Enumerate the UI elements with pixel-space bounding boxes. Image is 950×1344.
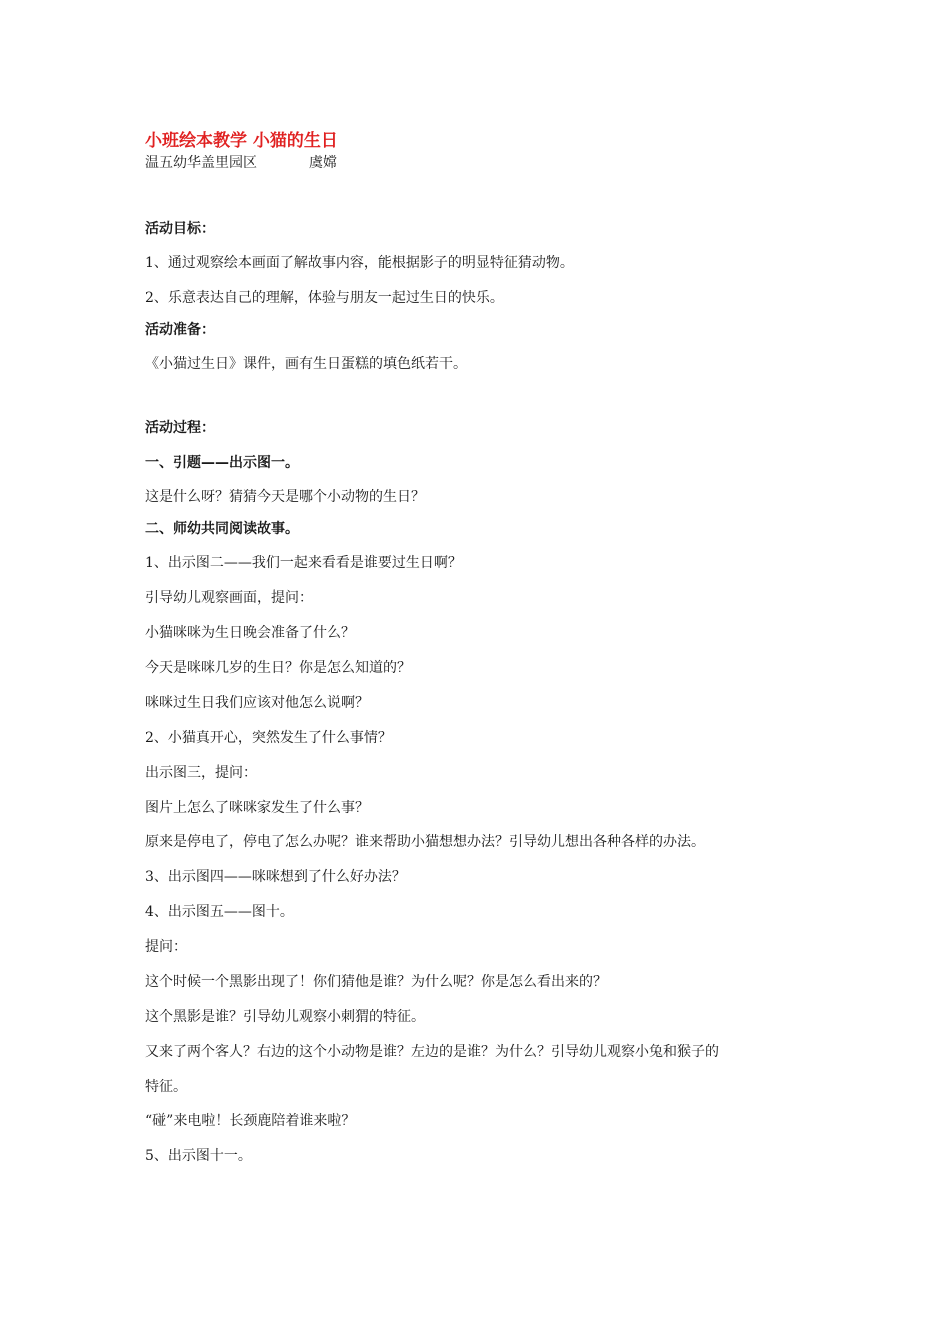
- paragraph-line: “碰”来电啦！长颈鹿陪着谁来啦？: [145, 1113, 356, 1129]
- paragraph-line: 这个时候一个黑影出现了！你们猜他是谁？为什么呢？你是怎么看出来的？: [145, 974, 607, 990]
- paragraph-line: 出示图三，提问：: [145, 765, 257, 781]
- paragraph-line: 特征。: [145, 1079, 187, 1095]
- section-2-heading: 二、师幼共同阅读故事。: [145, 521, 299, 537]
- author-name: 虞嫦: [309, 155, 337, 171]
- paragraph-line: 图片上怎么了咪咪家发生了什么事？: [145, 800, 369, 816]
- paragraph-line: 咪咪过生日我们应该对他怎么说啊？: [145, 695, 369, 711]
- paragraph-line: 小猫咪咪为生日晚会准备了什么？: [145, 625, 355, 641]
- heading-preparation: 活动准备：: [145, 322, 215, 338]
- paragraph-line: 原来是停电了，停电了怎么办呢？谁来帮助小猫想想办法？引导幼儿想出各种各样的办法。: [145, 834, 705, 850]
- goal-item-1: 1、通过观察绘本画面了解故事内容，能根据影子的明显特征猜动物。: [145, 255, 574, 271]
- school-name: 温五幼华盖里园区: [145, 155, 257, 171]
- paragraph-line: 这个黑影是谁？引导幼儿观察小刺猬的特征。: [145, 1009, 425, 1025]
- paragraph-line: 提问：: [145, 939, 187, 955]
- heading-process: 活动过程：: [145, 420, 215, 436]
- paragraph-line: 5、出示图十一。: [145, 1148, 252, 1164]
- document-title: 小班绘本教学 小猫的生日: [145, 131, 338, 151]
- goal-item-2: 2、乐意表达自己的理解，体验与朋友一起过生日的快乐。: [145, 290, 504, 306]
- paragraph-line: 这是什么呀？猜猜今天是哪个小动物的生日？: [145, 489, 425, 505]
- paragraph-line: 又来了两个客人？右边的这个小动物是谁？左边的是谁？为什么？引导幼儿观察小兔和猴子的: [145, 1044, 719, 1060]
- paragraph-line: 今天是咪咪几岁的生日？你是怎么知道的？: [145, 660, 411, 676]
- author-row: [145, 152, 337, 172]
- paragraph-line: 2、小猫真开心，突然发生了什么事情？: [145, 730, 392, 746]
- section-1-heading: 一、引题——出示图一。: [145, 455, 299, 471]
- preparation-text: 《小猫过生日》课件，画有生日蛋糕的填色纸若干。: [145, 356, 467, 372]
- paragraph-line: 引导幼儿观察画面，提问：: [145, 590, 313, 606]
- heading-goals: 活动目标：: [145, 221, 215, 237]
- paragraph-line: 4、出示图五——图十。: [145, 904, 294, 920]
- paragraph-line: 1、出示图二——我们一起来看看是谁要过生日啊？: [145, 555, 462, 571]
- paragraph-line: 3、出示图四——咪咪想到了什么好办法？: [145, 869, 406, 885]
